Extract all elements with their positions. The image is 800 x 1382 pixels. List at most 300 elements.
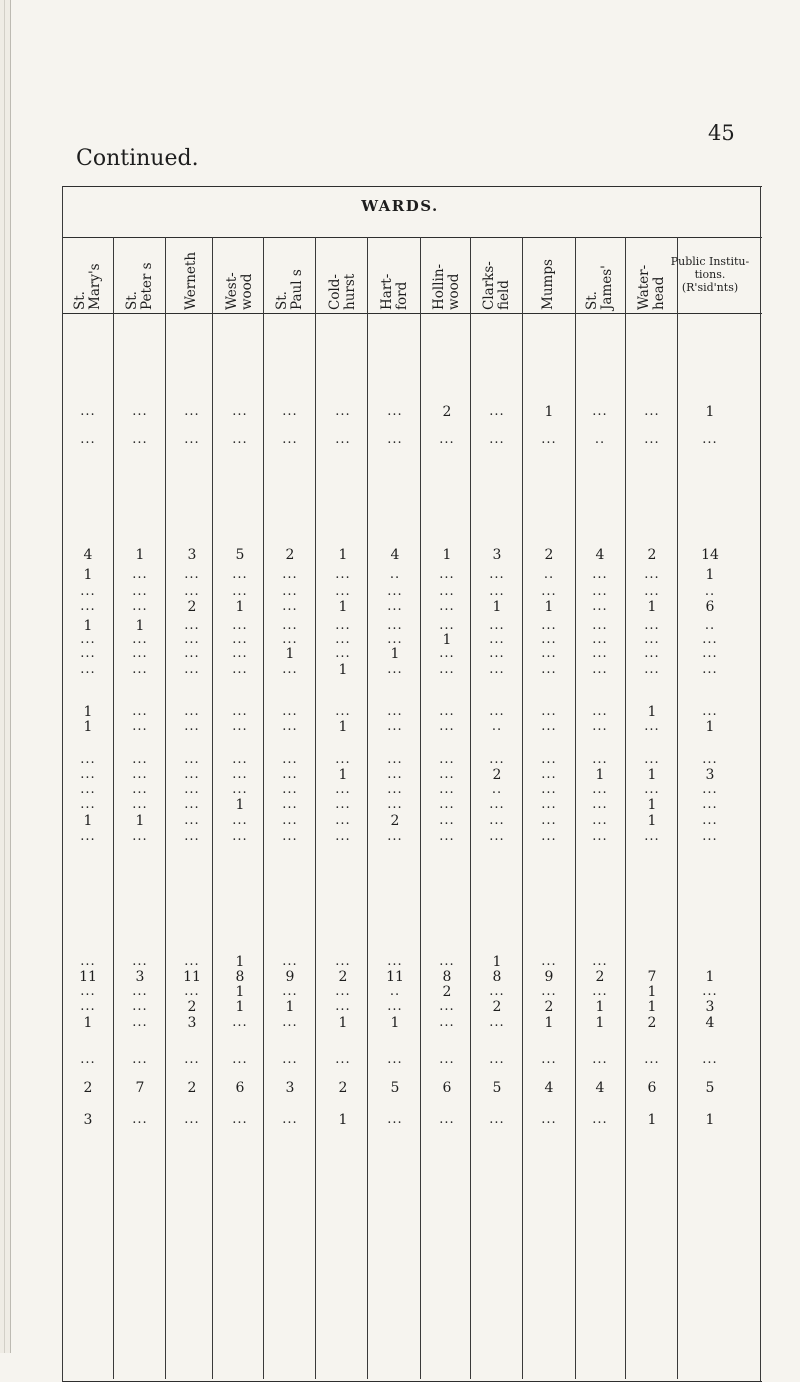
- table-cell: ...: [489, 404, 505, 419]
- table-cell: ...: [232, 752, 248, 767]
- table-cell: 2: [285, 547, 295, 563]
- table-cell: ...: [702, 752, 718, 767]
- table-cell: ...: [282, 782, 298, 797]
- table-cell: ...: [541, 1052, 557, 1067]
- table-cell: ...: [489, 1112, 505, 1127]
- table-cell: ...: [232, 404, 248, 419]
- table-cell: 1: [83, 618, 93, 634]
- table-cell: 2: [492, 999, 502, 1015]
- table-cell: 9: [285, 969, 295, 985]
- table-cell: ...: [592, 813, 608, 828]
- table-cell: 6: [647, 1080, 657, 1096]
- column-header-line: hurst: [342, 273, 358, 310]
- table-cell: ...: [132, 662, 148, 677]
- column-divider: [522, 237, 523, 1379]
- table-cell: 1: [595, 1015, 605, 1031]
- table-cell: ...: [387, 829, 403, 844]
- column-header-line: Cold-: [327, 274, 343, 310]
- column-header-line: West-: [224, 272, 240, 310]
- table-cell: ...: [439, 954, 455, 969]
- table-cell: ...: [541, 1112, 557, 1127]
- table-cell: ...: [387, 662, 403, 677]
- table-cell: ...: [387, 432, 403, 447]
- table-cell: 1: [235, 797, 245, 813]
- table-cell: 5: [492, 1080, 502, 1096]
- table-cell: ...: [439, 662, 455, 677]
- table-cell: ...: [644, 432, 660, 447]
- table-cell: ...: [132, 567, 148, 582]
- table-right-rule: [760, 186, 761, 1382]
- table-cell: ...: [592, 704, 608, 719]
- table-cell: 2: [595, 969, 605, 985]
- table-cell: ...: [184, 984, 200, 999]
- table-cell: 7: [135, 1080, 145, 1096]
- table-cell: ...: [702, 646, 718, 661]
- table-cell: 11: [183, 969, 201, 985]
- column-header: [380, 240, 410, 310]
- table-cell: ...: [335, 782, 351, 797]
- table-cell: ...: [80, 646, 96, 661]
- table-cell: 3: [83, 1112, 93, 1128]
- table-cell: ...: [644, 719, 660, 734]
- table-cell: ...: [439, 999, 455, 1014]
- column-header: Public Institu-tions. (R'sid'nts): [670, 255, 750, 294]
- table-cell: 3: [285, 1080, 295, 1096]
- table-cell: ...: [592, 599, 608, 614]
- table-cell: ...: [232, 584, 248, 599]
- column-header: [73, 240, 103, 310]
- table-cell: ...: [335, 999, 351, 1014]
- table-cell: 1: [647, 813, 657, 829]
- table-cell: ...: [232, 432, 248, 447]
- table-cell: ...: [702, 829, 718, 844]
- table-cell: ...: [541, 719, 557, 734]
- column-divider: [470, 237, 471, 1379]
- table-cell: 1: [338, 719, 348, 735]
- table-cell: ...: [335, 432, 351, 447]
- table-cell: ...: [282, 632, 298, 647]
- table-cell: 1: [83, 1015, 93, 1031]
- table-cell: 1: [705, 567, 715, 583]
- column-header-line: St.: [584, 291, 600, 310]
- table-cell: ...: [439, 1112, 455, 1127]
- table-cell: ...: [184, 1052, 200, 1067]
- table-cell: ...: [592, 797, 608, 812]
- column-header-line: ford: [394, 281, 410, 310]
- table-cell: ...: [702, 782, 718, 797]
- table-cell: ...: [335, 752, 351, 767]
- table-cell: ...: [132, 704, 148, 719]
- table-cell: ...: [184, 632, 200, 647]
- table-cell: ...: [80, 782, 96, 797]
- table-cell: ...: [184, 704, 200, 719]
- table-cell: ...: [541, 984, 557, 999]
- table-cell: ...: [592, 719, 608, 734]
- table-cell: ...: [489, 632, 505, 647]
- table-cell: ...: [232, 704, 248, 719]
- table-cell: ...: [439, 829, 455, 844]
- table-cell: 1: [705, 969, 715, 985]
- column-divider: [212, 237, 213, 1379]
- table-cell: 2: [544, 999, 554, 1015]
- table-cell: ...: [387, 404, 403, 419]
- header-top-rule: [62, 237, 762, 238]
- table-cell: ...: [335, 797, 351, 812]
- table-cell: ...: [184, 782, 200, 797]
- table-cell: ...: [132, 719, 148, 734]
- table-cell: 1: [338, 1015, 348, 1031]
- column-header-line: Werneth: [183, 251, 199, 310]
- table-cell: 2: [187, 599, 197, 615]
- table-cell: ...: [439, 618, 455, 633]
- table-cell: ...: [232, 662, 248, 677]
- table-cell: ...: [184, 719, 200, 734]
- table-cell: ..: [491, 719, 503, 734]
- table-cell: 1: [83, 719, 93, 735]
- column-divider: [575, 237, 576, 1379]
- table-cell: ...: [489, 829, 505, 844]
- table-cell: ...: [282, 662, 298, 677]
- table-cell: ...: [439, 767, 455, 782]
- page-number: 45: [708, 121, 735, 145]
- table-cell: 1: [390, 646, 400, 662]
- table-cell: ...: [702, 813, 718, 828]
- continued-label: Continued.: [76, 146, 199, 171]
- table-top-rule: [62, 186, 762, 187]
- table-cell: 1: [647, 1112, 657, 1128]
- table-cell: 1: [647, 599, 657, 615]
- table-cell: ...: [644, 752, 660, 767]
- table-cell: ...: [592, 954, 608, 969]
- table-cell: ...: [541, 646, 557, 661]
- table-cell: ...: [335, 646, 351, 661]
- table-cell: ...: [80, 584, 96, 599]
- table-cell: ...: [132, 632, 148, 647]
- table-cell: 4: [83, 547, 93, 563]
- table-cell: ...: [335, 954, 351, 969]
- table-cell: ...: [232, 1015, 248, 1030]
- table-cell: ...: [80, 829, 96, 844]
- table-cell: ...: [335, 1052, 351, 1067]
- table-cell: 3: [705, 767, 715, 783]
- table-cell: 3: [187, 1015, 197, 1031]
- table-cell: 1: [135, 813, 145, 829]
- table-cell: 1: [647, 797, 657, 813]
- table-cell: ...: [80, 999, 96, 1014]
- table-cell: ...: [282, 752, 298, 767]
- table-cell: 8: [235, 969, 245, 985]
- column-divider: [625, 237, 626, 1379]
- table-cell: ...: [541, 767, 557, 782]
- table-cell: ...: [184, 829, 200, 844]
- table-cell: 2: [83, 1080, 93, 1096]
- table-cell: ...: [387, 599, 403, 614]
- table-cell: ...: [387, 584, 403, 599]
- table-cell: ...: [184, 584, 200, 599]
- table-cell: ...: [439, 704, 455, 719]
- table-cell: ...: [592, 646, 608, 661]
- column-header-line: Hart-: [379, 273, 395, 310]
- table-cell: ...: [80, 954, 96, 969]
- column-header: [225, 240, 255, 310]
- table-cell: ...: [387, 767, 403, 782]
- table-cell: ...: [335, 584, 351, 599]
- column-header-line: wood: [239, 273, 255, 310]
- table-cell: ...: [282, 984, 298, 999]
- table-cell: ...: [439, 432, 455, 447]
- table-cell: ...: [282, 829, 298, 844]
- column-header-line: Peter s: [139, 262, 155, 310]
- table-cell: 8: [492, 969, 502, 985]
- column-header-line: St.: [124, 291, 140, 310]
- table-cell: ...: [80, 797, 96, 812]
- table-cell: ...: [232, 829, 248, 844]
- table-cell: ...: [592, 984, 608, 999]
- table-cell: 2: [647, 1015, 657, 1031]
- table-cell: ...: [592, 584, 608, 599]
- table-cell: ...: [541, 752, 557, 767]
- table-cell: ...: [644, 618, 660, 633]
- table-cell: ...: [592, 404, 608, 419]
- table-cell: ...: [592, 1112, 608, 1127]
- column-header-line: Paul s: [289, 269, 305, 310]
- table-cell: 5: [705, 1080, 715, 1096]
- table-cell: ...: [335, 813, 351, 828]
- table-cell: 9: [544, 969, 554, 985]
- column-header-line: field: [496, 280, 512, 310]
- table-cell: ...: [387, 632, 403, 647]
- table-cell: 3: [705, 999, 715, 1015]
- column-header: [184, 240, 199, 310]
- column-divider: [677, 237, 678, 1379]
- table-cell: ...: [335, 632, 351, 647]
- table-cell: ...: [644, 829, 660, 844]
- table-cell: ...: [439, 719, 455, 734]
- table-cell: ...: [282, 599, 298, 614]
- table-cell: ...: [489, 662, 505, 677]
- table-cell: 3: [492, 547, 502, 563]
- table-cell: 4: [595, 547, 605, 563]
- table-cell: ...: [702, 797, 718, 812]
- table-cell: ...: [387, 1112, 403, 1127]
- table-cell: ...: [282, 584, 298, 599]
- column-header-line: Clarks-: [481, 261, 497, 310]
- table-cell: ...: [592, 618, 608, 633]
- table-cell: ...: [335, 618, 351, 633]
- table-cell: 2: [442, 984, 452, 1000]
- table-cell: ...: [702, 662, 718, 677]
- table-cell: 1: [235, 984, 245, 1000]
- table-cell: ...: [439, 646, 455, 661]
- table-cell: ...: [592, 632, 608, 647]
- table-cell: ...: [80, 984, 96, 999]
- table-cell: 5: [235, 547, 245, 563]
- table-cell: ...: [439, 797, 455, 812]
- table-cell: 11: [386, 969, 404, 985]
- table-cell: ...: [335, 404, 351, 419]
- column-divider: [113, 237, 114, 1379]
- table-cell: ...: [282, 767, 298, 782]
- table-cell: ...: [592, 752, 608, 767]
- table-cell: ...: [489, 646, 505, 661]
- table-cell: 1: [285, 646, 295, 662]
- table-cell: ...: [80, 404, 96, 419]
- table-cell: 6: [442, 1080, 452, 1096]
- table-cell: 1: [647, 984, 657, 1000]
- table-cell: 1: [647, 999, 657, 1015]
- table-cell: 1: [338, 1112, 348, 1128]
- table-cell: ...: [232, 646, 248, 661]
- table-cell: ...: [132, 646, 148, 661]
- table-cell: ...: [702, 984, 718, 999]
- table-cell: ...: [282, 567, 298, 582]
- table-cell: ...: [132, 829, 148, 844]
- column-header: [125, 240, 155, 310]
- table-cell: ...: [335, 567, 351, 582]
- table-cell: 1: [83, 813, 93, 829]
- table-cell: ...: [132, 584, 148, 599]
- table-cell: 2: [544, 547, 554, 563]
- table-cell: ...: [489, 1052, 505, 1067]
- table-cell: 14: [701, 547, 719, 563]
- table-cell: ...: [541, 632, 557, 647]
- table-cell: 1: [705, 1112, 715, 1128]
- table-cell: ...: [132, 1052, 148, 1067]
- table-cell: ...: [439, 1015, 455, 1030]
- table-cell: ...: [232, 618, 248, 633]
- table-cell: ...: [439, 1052, 455, 1067]
- table-left-rule: [62, 186, 63, 1382]
- table-cell: 1: [235, 999, 245, 1015]
- table-cell: ...: [702, 632, 718, 647]
- table-cell: ...: [644, 584, 660, 599]
- table-cell: ...: [489, 432, 505, 447]
- table-cell: 4: [390, 547, 400, 563]
- table-cell: ...: [132, 797, 148, 812]
- column-header-line: James': [599, 265, 615, 310]
- column-header-line: Mumps: [540, 259, 556, 310]
- table-cell: ...: [132, 954, 148, 969]
- table-cell: ...: [184, 432, 200, 447]
- table-cell: 1: [595, 999, 605, 1015]
- column-divider: [315, 237, 316, 1379]
- table-cell: 1: [83, 567, 93, 583]
- table-cell: ...: [80, 1052, 96, 1067]
- table-cell: ...: [282, 719, 298, 734]
- table-cell: ...: [644, 662, 660, 677]
- table-cell: 5: [390, 1080, 400, 1096]
- table-cell: ...: [184, 646, 200, 661]
- table-cell: ...: [80, 767, 96, 782]
- table-cell: 1: [544, 599, 554, 615]
- table-title: WARDS.: [361, 197, 439, 215]
- table-cell: ...: [80, 752, 96, 767]
- table-cell: ...: [184, 567, 200, 582]
- table-cell: ...: [387, 704, 403, 719]
- table-cell: ...: [132, 404, 148, 419]
- table-cell: 11: [79, 969, 97, 985]
- column-header-line: Hollin-: [431, 263, 447, 310]
- table-cell: ...: [541, 782, 557, 797]
- table-cell: ...: [232, 719, 248, 734]
- table-cell: ...: [132, 767, 148, 782]
- column-header-line: St.: [274, 291, 290, 310]
- table-cell: 1: [544, 404, 554, 420]
- table-cell: ...: [282, 813, 298, 828]
- table-cell: ...: [489, 704, 505, 719]
- table-cell: ...: [132, 782, 148, 797]
- table-cell: 2: [187, 1080, 197, 1096]
- column-header: [275, 240, 305, 310]
- table-cell: ..: [389, 567, 401, 582]
- table-cell: ...: [80, 432, 96, 447]
- table-cell: 1: [647, 704, 657, 720]
- table-cell: ...: [335, 829, 351, 844]
- column-divider: [420, 237, 421, 1379]
- table-cell: 1: [705, 404, 715, 420]
- table-cell: ..: [704, 618, 716, 633]
- table-cell: ...: [282, 954, 298, 969]
- table-cell: ...: [387, 797, 403, 812]
- column-header: [482, 240, 512, 310]
- table-cell: 1: [338, 767, 348, 783]
- table-cell: ...: [184, 954, 200, 969]
- table-cell: ...: [184, 662, 200, 677]
- table-cell: 8: [442, 969, 452, 985]
- table-cell: ...: [489, 984, 505, 999]
- table-cell: ...: [184, 1112, 200, 1127]
- table-cell: ...: [489, 752, 505, 767]
- table-cell: ...: [132, 999, 148, 1014]
- table-cell: 1: [285, 999, 295, 1015]
- table-cell: ...: [132, 984, 148, 999]
- table-cell: ...: [387, 618, 403, 633]
- table-cell: ...: [541, 954, 557, 969]
- table-cell: ...: [184, 752, 200, 767]
- table-cell: ...: [644, 646, 660, 661]
- table-cell: 1: [595, 767, 605, 783]
- table-cell: ...: [80, 599, 96, 614]
- table-cell: ...: [592, 1052, 608, 1067]
- table-cell: 2: [647, 547, 657, 563]
- table-cell: ...: [592, 782, 608, 797]
- table-cell: ...: [232, 767, 248, 782]
- table-cell: ...: [387, 782, 403, 797]
- table-cell: ...: [282, 704, 298, 719]
- table-cell: 6: [705, 599, 715, 615]
- table-cell: 1: [135, 618, 145, 634]
- table-cell: 2: [442, 404, 452, 420]
- table-cell: ...: [489, 618, 505, 633]
- table-cell: ...: [80, 632, 96, 647]
- table-cell: 2: [338, 969, 348, 985]
- table-cell: ...: [387, 719, 403, 734]
- table-cell: ...: [489, 797, 505, 812]
- table-cell: ...: [184, 813, 200, 828]
- table-cell: ...: [387, 999, 403, 1014]
- table-cell: 2: [492, 767, 502, 783]
- table-cell: 4: [595, 1080, 605, 1096]
- table-cell: ...: [282, 432, 298, 447]
- table-cell: ...: [439, 813, 455, 828]
- table-cell: 1: [338, 547, 348, 563]
- table-cell: ...: [232, 1112, 248, 1127]
- table-cell: ...: [644, 782, 660, 797]
- table-cell: ...: [541, 797, 557, 812]
- table-cell: 4: [705, 1015, 715, 1031]
- table-cell: ...: [335, 984, 351, 999]
- table-cell: 1: [492, 954, 502, 970]
